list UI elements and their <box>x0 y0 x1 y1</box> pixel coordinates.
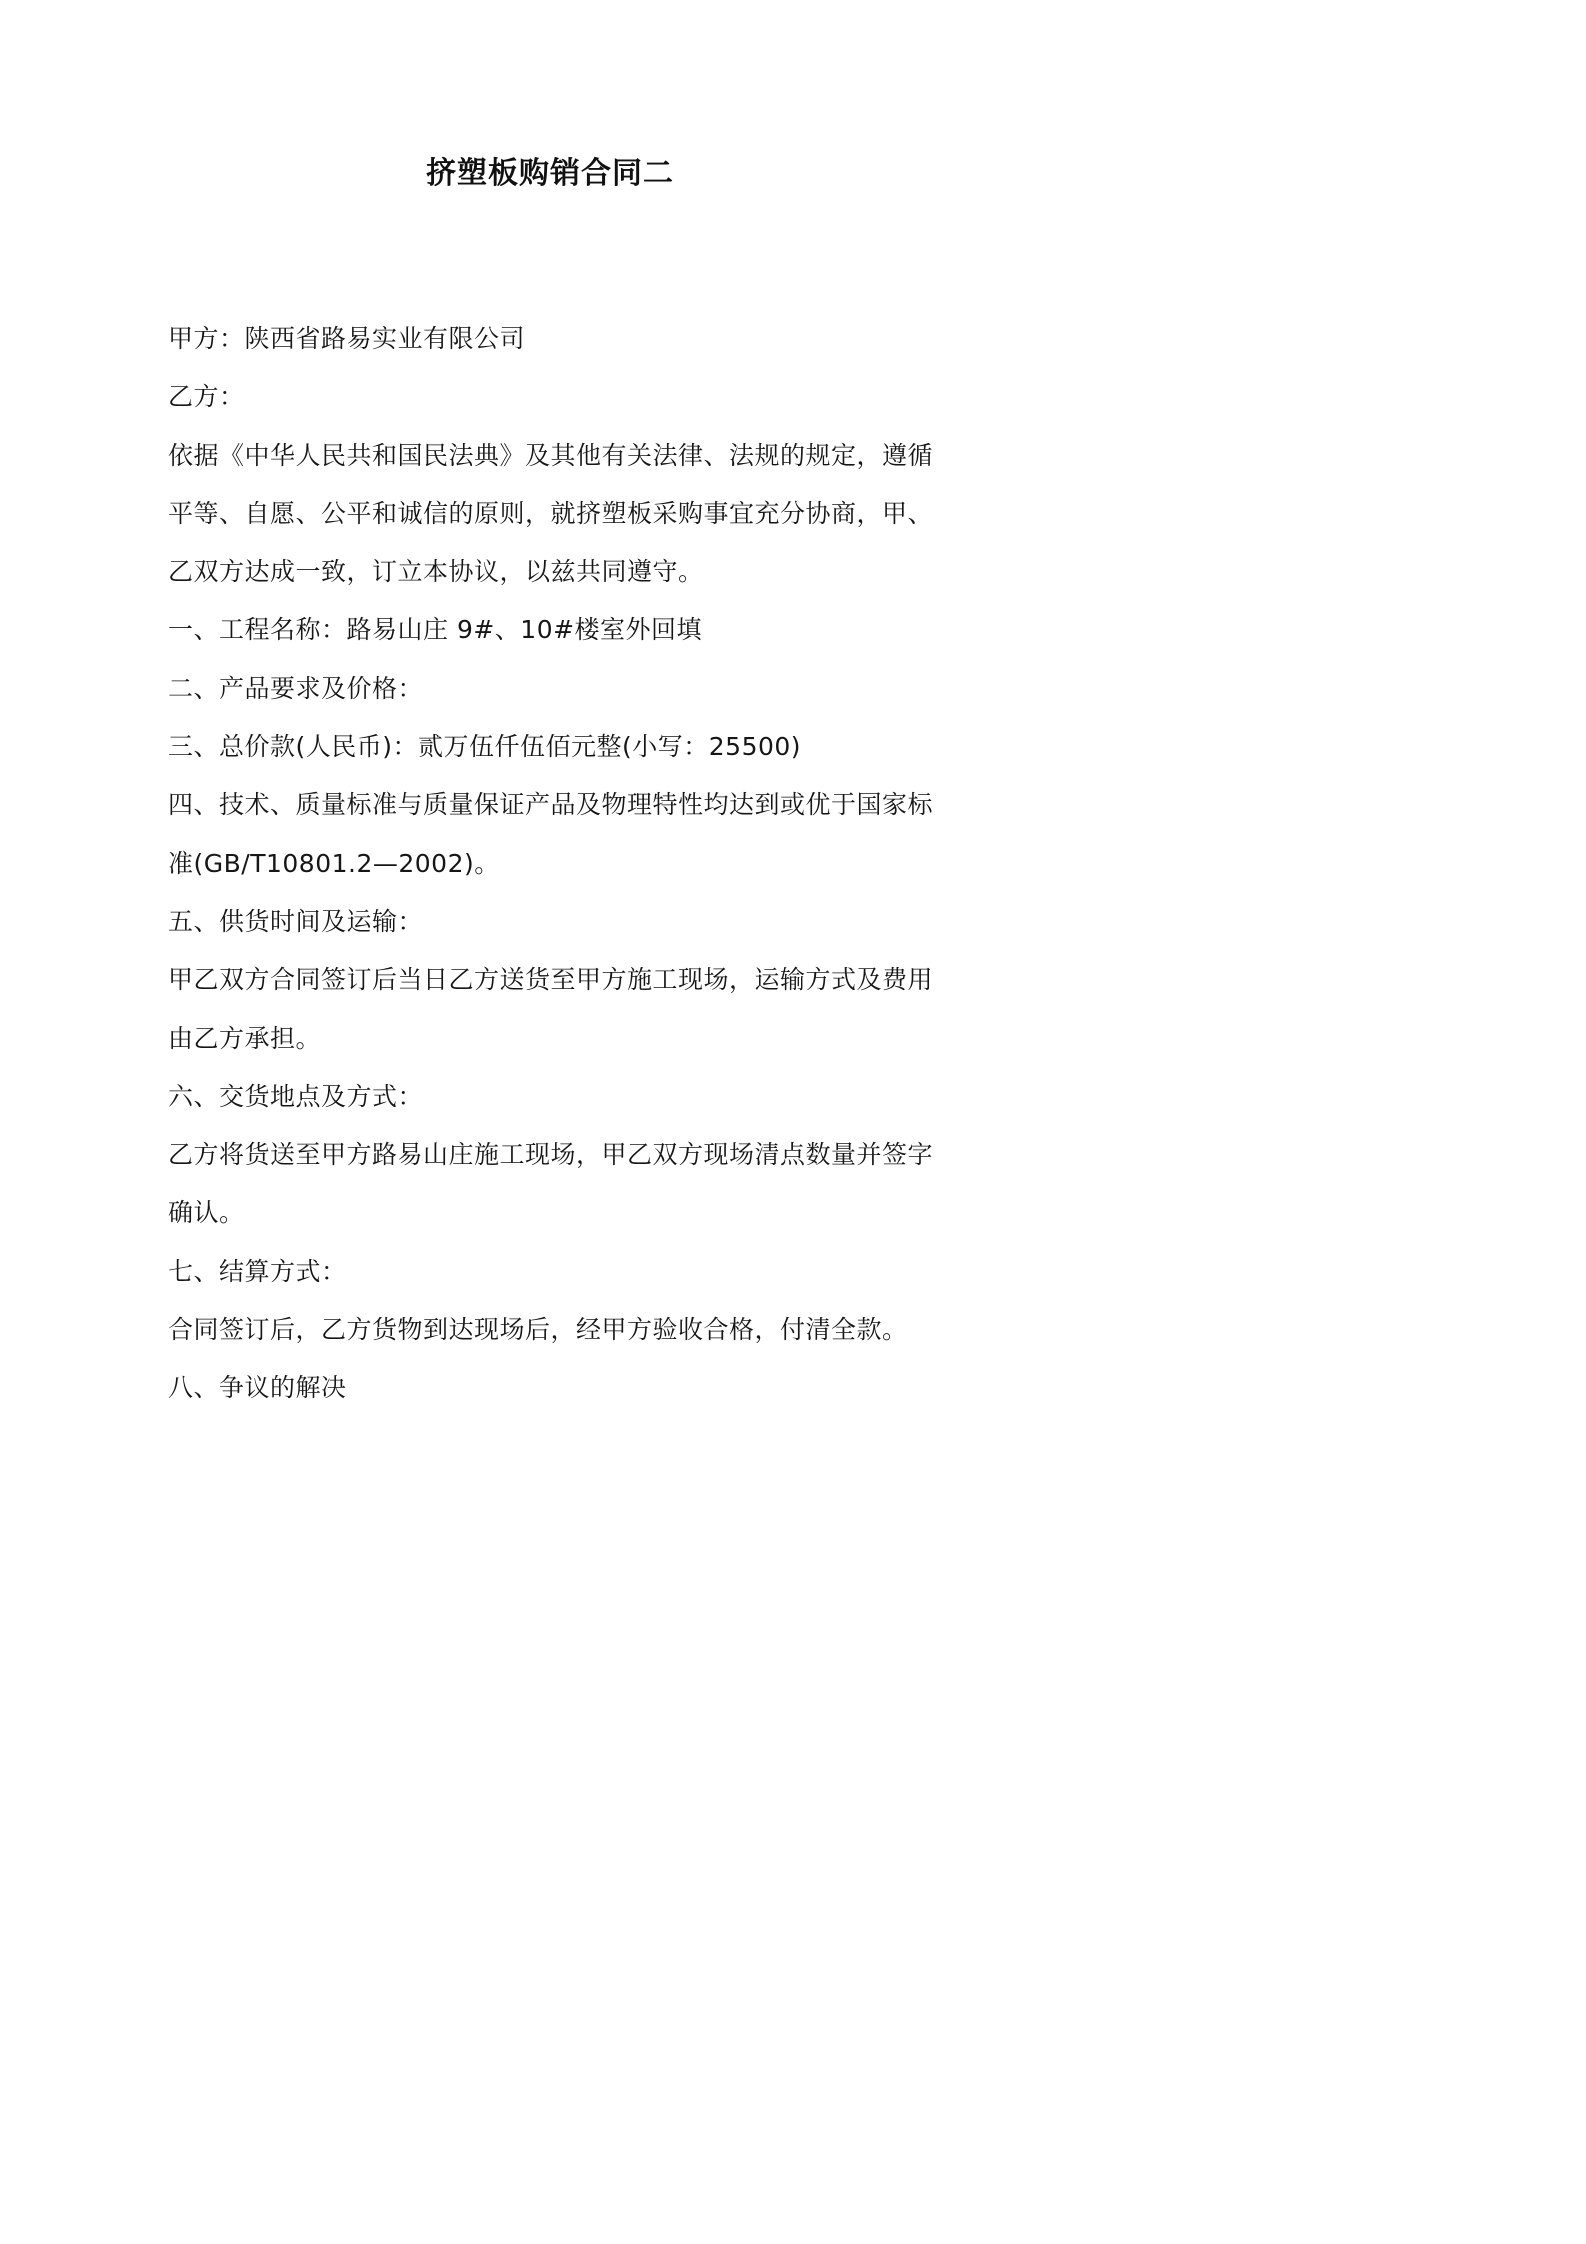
clause-3-total-price: 三、总价款(人民币)：贰万伍仟伍佰元整(小写：25500) <box>168 732 802 762</box>
party-b-line: 乙方： <box>168 382 245 412</box>
clause-6-heading: 六、交货地点及方式： <box>168 1081 424 1111</box>
clause-7-heading: 七、结算方式： <box>168 1256 347 1286</box>
clause-6-body-line-1: 乙方将货送至甲方路易山庄施工现场，甲乙双方现场清点数量并签字 <box>168 1140 934 1170</box>
preamble-line-2: 平等、自愿、公平和诚信的原则，就挤塑板采购事宜充分协商，甲、 <box>168 498 934 528</box>
clause-5-body-line-1: 甲乙双方合同签订后当日乙方送货至甲方施工现场，运输方式及费用 <box>168 965 934 995</box>
clause-5-heading: 五、供货时间及运输： <box>168 906 424 936</box>
clause-2-product-requirements: 二、产品要求及价格： <box>168 673 424 703</box>
party-a-line: 甲方：陕西省路易实业有限公司 <box>168 324 526 353</box>
clause-4-quality-line-1: 四、技术、质量标准与质量保证产品及物理特性均达到或优于国家标 <box>168 790 934 820</box>
clause-4-quality-line-2: 准(GB/T10801.2—2002)。 <box>168 848 500 878</box>
document-page <box>0 0 1100 1556</box>
clause-7-body: 合同签订后，乙方货物到达现场后，经甲方验收合格，付清全款。 <box>168 1315 908 1345</box>
clause-8-heading: 八、争议的解决 <box>168 1373 347 1403</box>
document-title: 挤塑板购销合同二 <box>426 156 674 191</box>
document-body <box>168 310 948 1418</box>
clause-5-body-line-2: 由乙方承担。 <box>168 1023 322 1053</box>
clause-6-body-line-2: 确认。 <box>168 1198 245 1228</box>
clause-1-project-name: 一、工程名称：路易山庄 9#、10#楼室外回填 <box>168 615 703 645</box>
preamble-line-3: 乙双方达成一致，订立本协议，以兹共同遵守。 <box>168 557 704 587</box>
preamble-line-1: 依据《中华人民共和国民法典》及其他有关法律、法规的规定，遵循 <box>168 440 934 470</box>
